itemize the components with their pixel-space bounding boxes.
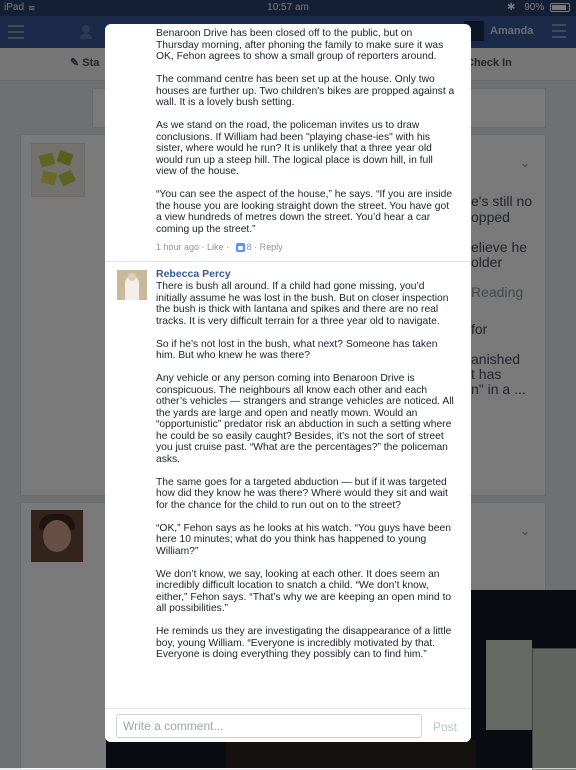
comment-paragraph: The command centre has been set up at the house. Only two houses are further up. Two children's bikes are propped against a wall. It is a lovely bush setting. — [156, 74, 455, 108]
comment-paragraph: We don’t know, we say, looking at each other. It does seem an incredibly difficult location to snatch a child. “We don’t know, either,” Fehon says. “That’s why we are keeping an open mind to all possibilities.” — [156, 568, 452, 614]
comment-paragraph: As we stand on the road, the policeman invites us to draw conclusions. If William had been "playing chase-ies" with his sister, where would he run? It is unlikely that a three year old would run up a steep hill. The logical place is down hill, in full view of the house. — [156, 120, 433, 177]
comments-dialog — [105, 24, 471, 742]
comment-paragraph: Any vehicle or any person coming into Benaroon Drive is conspicuous. The neighbours all know each other and each other’s vehicles — strangers and strange vehicles are noticed. All the yards are large and open and neatly mown. Would an “opportunistic” predator risk an abduction in such a setting where he could be so easily caught? Besides, it’s not the sort of street you just cruise past. “What are the percentages?” the policeman asks. — [156, 373, 454, 465]
thumbs-up-icon — [236, 243, 245, 252]
like-link[interactable]: Like — [207, 242, 224, 252]
comment-paragraph: The same goes for a targeted abduction — but if it was targeted how did they know he was there? Where would they sit and wait for the chance for the child to run out on to the street? — [156, 476, 448, 511]
comment-paragraph: He reminds us they are investigating the disappearance of a little boy, young William. “Everyone is incredibly motivated by that. Everyone is doing everything they possibly can to find him.” — [156, 626, 452, 660]
avatar[interactable] — [117, 270, 147, 300]
comment-author[interactable]: Rebecca Percy — [156, 268, 231, 280]
comment-composer — [105, 708, 471, 742]
comment-paragraph: “You can see the aspect of the house,” he says. “If you are inside the house you are looking straight down the street. You have got a view hundreds of metres down the street. You’d hear a car coming up the street.” — [156, 189, 453, 235]
comment-paragraph: Benaroon Drive has been closed off to the public, but on Thursday morning, after phoning the family to make sure it was OK, Fehon agrees to show a small group of reporters around. — [156, 28, 444, 62]
like-count: 8 — [246, 242, 252, 252]
comment-body — [156, 281, 456, 672]
post-button[interactable]: Post — [433, 720, 458, 734]
comment-time: 1 hour ago — [156, 242, 200, 252]
reply-link[interactable]: Reply — [259, 242, 283, 252]
comment-paragraph: “OK,” Fehon says as he looks at his watch. “You guys have been here 10 minutes; what do you think has happened to young William?” — [156, 522, 451, 557]
divider — [105, 261, 471, 262]
comment-meta: 1 hour ago · Like · 8 · Reply — [156, 242, 283, 252]
comment-input[interactable] — [116, 714, 422, 738]
comment-paragraph: There is bush all around. If a child had gone missing, you’d initially assume he was lost in the bush. But on closer inspection the bush is thick with lantana and spikes and there are no real tracks. It is very difficult terrain for a three year old to navigate. — [156, 281, 449, 327]
comment-paragraph: So if he’s not lost in the bush, what next? Someone has taken him. But who knew he was there? — [156, 338, 438, 361]
comment-body — [156, 28, 456, 247]
comments-list[interactable] — [105, 24, 471, 708]
